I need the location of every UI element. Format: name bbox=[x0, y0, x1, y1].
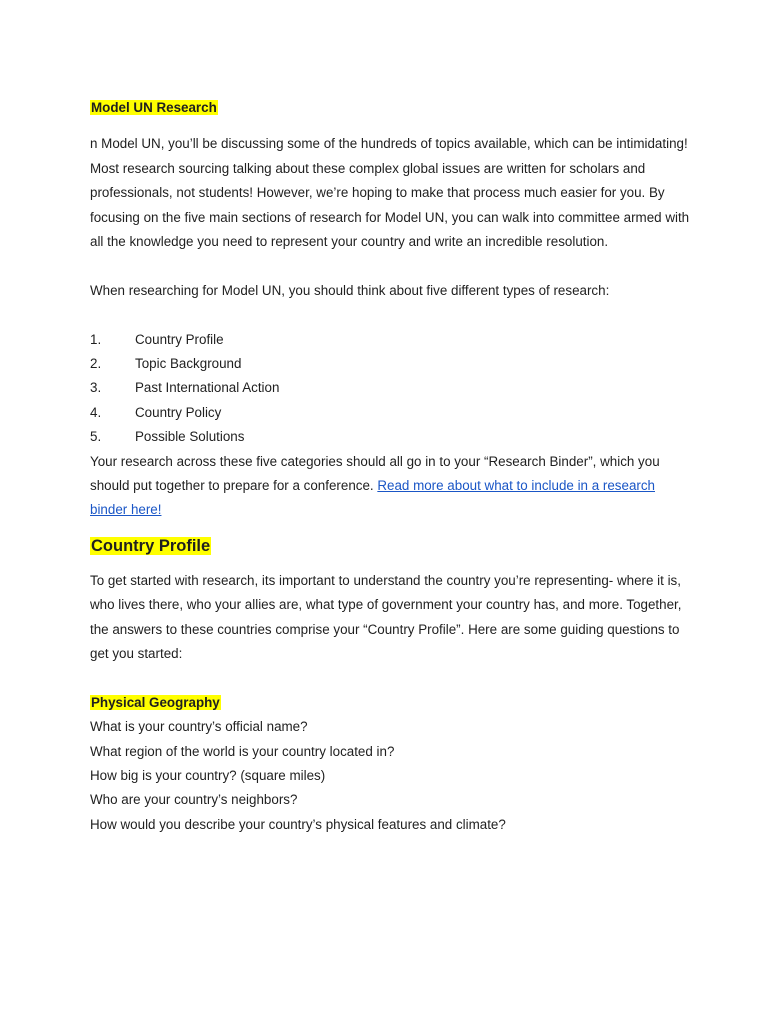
list-item-label: Country Policy bbox=[135, 404, 222, 420]
list-number: 3. bbox=[90, 380, 102, 396]
list-number: 2. bbox=[90, 356, 102, 372]
intro-paragraph: n Model UN, you’ll be discussing some of the hundreds of topics available, which can be intimidating! Most research sourcing talking about these complex global issues are written for scholars and professionals, not students! However, we’re hoping to make that process much easier for you. By focusing on the five main sections of research for Model UN, you can walk into committee armed with all the knowledge you need to represent your country and write an incredible resolution. bbox=[90, 136, 690, 250]
list-item-label: Country Profile bbox=[135, 331, 224, 347]
country-profile-paragraph: To get started with research, its important to understand the country you’re representing- where it is, who lives there, who your allies are, what type of government your country has, and more. Together, the answers to these countries comprise your “Country Profile”. Here are some guiding questions to get you started: bbox=[90, 572, 682, 662]
physical-geography-questions bbox=[90, 715, 690, 837]
physical-geography-highlight: Physical Geography bbox=[91, 694, 220, 710]
question-item: What region of the world is your country located in? bbox=[90, 743, 395, 759]
binder-text: Your research across these five categories should all go in to your “Research Binder”, which you should put together to prepare for a conference. bbox=[90, 453, 660, 493]
list-number: 5. bbox=[90, 429, 102, 445]
list-number: 1. bbox=[90, 331, 102, 347]
section-heading-country-profile bbox=[90, 533, 690, 559]
types-intro: When researching for Model UN, you should think about five different types of research: bbox=[90, 282, 610, 298]
list-item bbox=[90, 401, 690, 425]
question-item: What is your country’s official name? bbox=[90, 719, 308, 735]
list-item bbox=[90, 328, 690, 352]
list-item-label: Topic Background bbox=[135, 356, 242, 372]
question-item: Who are your country’s neighbors? bbox=[90, 792, 298, 808]
research-binder-link[interactable]: Read more about what to include in a research binder here! bbox=[90, 477, 655, 518]
question-item: How big is your country? (square miles) bbox=[90, 768, 326, 783]
subheading-physical-geography bbox=[90, 691, 690, 715]
page-title bbox=[90, 96, 690, 120]
list-item bbox=[90, 352, 690, 376]
list-item bbox=[90, 376, 690, 400]
document-page bbox=[90, 96, 690, 837]
list-item bbox=[90, 425, 690, 449]
list-item-label: Past International Action bbox=[135, 380, 280, 396]
title-highlight: Model UN Research bbox=[91, 100, 217, 115]
list-number: 4. bbox=[90, 404, 102, 420]
list-item-label: Possible Solutions bbox=[135, 429, 245, 445]
research-types-list bbox=[90, 328, 690, 450]
binder-paragraph bbox=[90, 450, 690, 523]
country-profile-highlight: Country Profile bbox=[91, 536, 211, 555]
question-item: How would you describe your country’s physical features and climate? bbox=[90, 816, 506, 832]
